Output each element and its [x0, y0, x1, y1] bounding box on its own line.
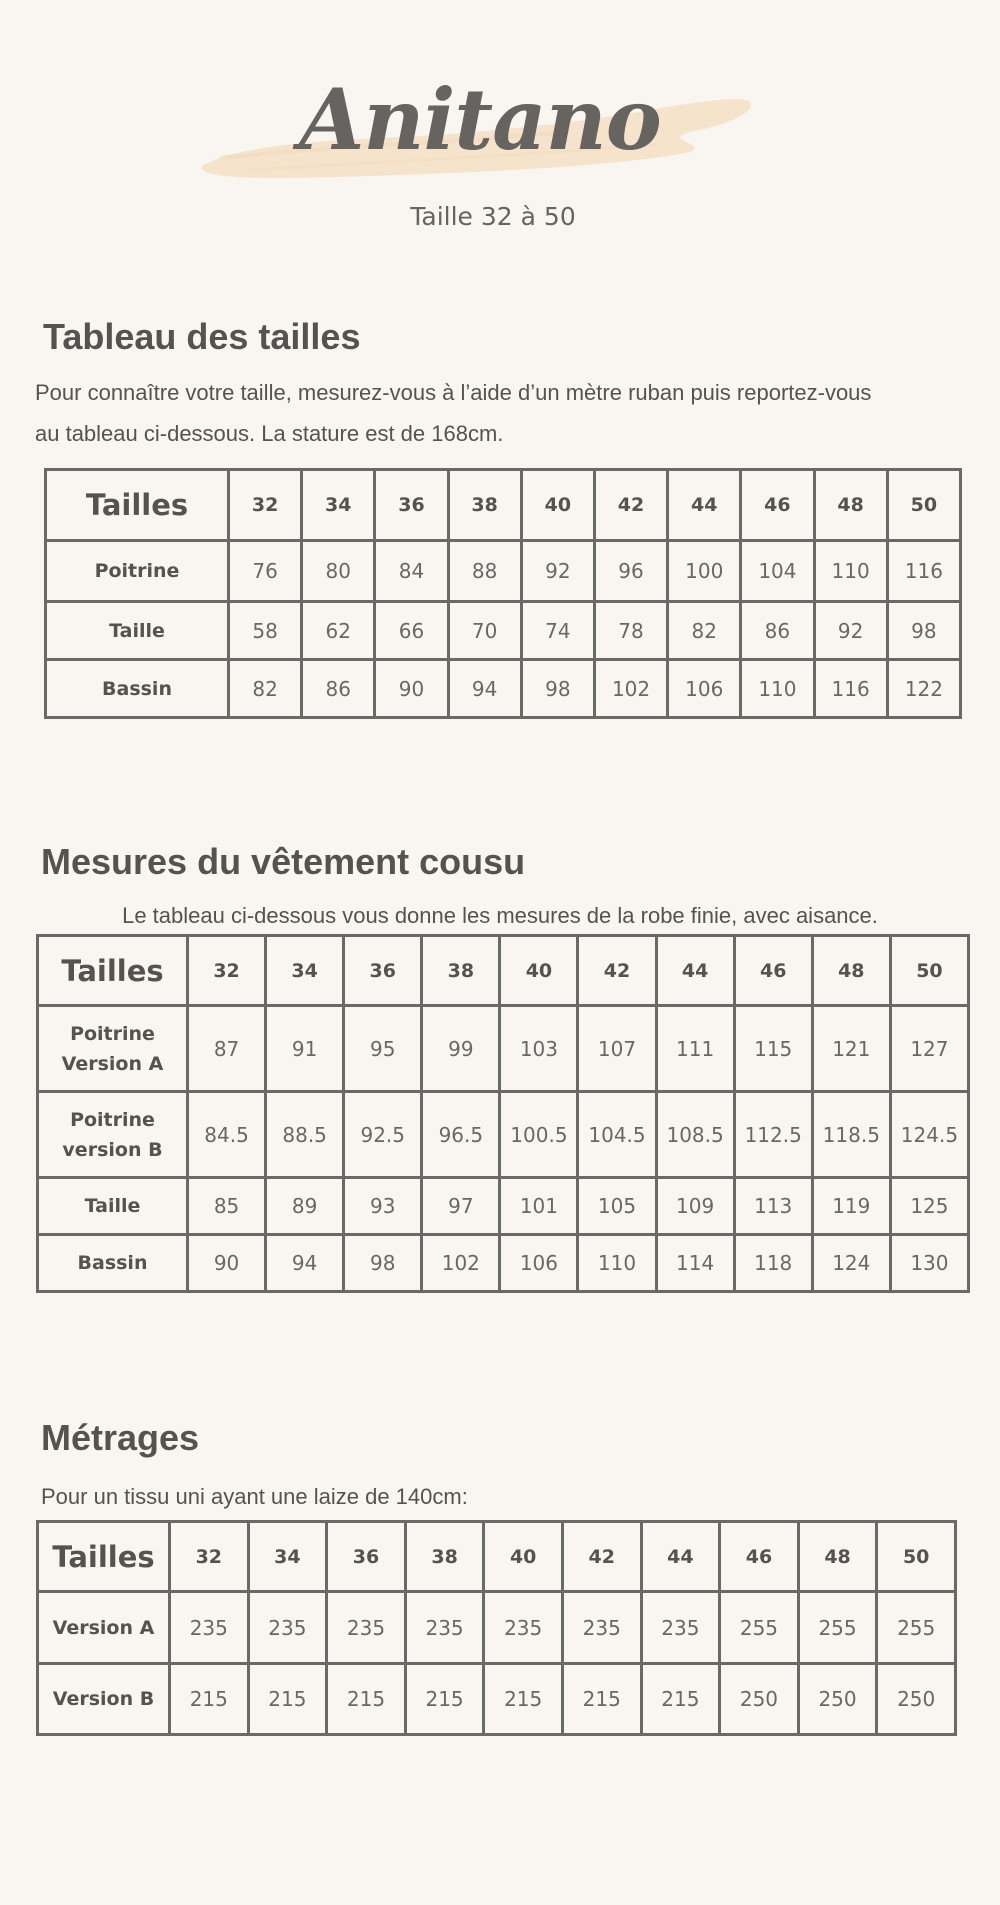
table-cell: 124: [812, 1235, 890, 1292]
size-header: 42: [562, 1522, 641, 1592]
size-header: 34: [266, 936, 344, 1006]
table-cell: 235: [562, 1592, 641, 1664]
table-cell: 110: [814, 541, 887, 602]
table-cell: 215: [405, 1664, 484, 1735]
brand-name: Anitano: [299, 70, 661, 169]
size-header: 36: [375, 470, 448, 541]
size-header: 50: [877, 1522, 956, 1592]
table-row: [38, 1092, 969, 1178]
table-cell: 215: [562, 1664, 641, 1735]
row-label-line-1: Poitrine: [70, 1108, 155, 1131]
table-header-row: [38, 1522, 956, 1592]
table-cell: 255: [798, 1592, 877, 1664]
size-header: 50: [887, 470, 960, 541]
size-header: 44: [656, 936, 734, 1006]
row-label: Poitrine: [46, 541, 229, 602]
table-cell: 102: [594, 660, 667, 718]
section-title-size-chart: Tableau des tailles: [43, 316, 361, 357]
row-label: [38, 1092, 188, 1178]
table-cell: 80: [302, 541, 375, 602]
table-cell: 130: [890, 1235, 968, 1292]
table-cell: 122: [887, 660, 960, 718]
table-cell: 98: [344, 1235, 422, 1292]
table-cell: 98: [887, 602, 960, 660]
column-header-label: Tailles: [38, 1522, 170, 1592]
table-cell: 66: [375, 602, 448, 660]
table-cell: 95: [344, 1006, 422, 1092]
row-label-line-2: version B: [62, 1138, 163, 1161]
size-header: 46: [720, 1522, 799, 1592]
size-header: 44: [641, 1522, 720, 1592]
size-header: 32: [170, 1522, 249, 1592]
table-cell: 108.5: [656, 1092, 734, 1178]
table-cell: 118.5: [812, 1092, 890, 1178]
table-cell: 119: [812, 1178, 890, 1235]
size-header: 38: [448, 470, 521, 541]
table-cell: 111: [656, 1006, 734, 1092]
size-header: 46: [734, 936, 812, 1006]
table-cell: 100: [668, 541, 741, 602]
size-header: 34: [302, 470, 375, 541]
row-label-line-1: Poitrine: [70, 1022, 155, 1045]
table-cell: 127: [890, 1006, 968, 1092]
table-cell: 104: [741, 541, 814, 602]
row-label: [38, 1006, 188, 1092]
table-cell: 235: [484, 1592, 563, 1664]
size-header: 36: [344, 936, 422, 1006]
table-cell: 121: [812, 1006, 890, 1092]
table-row: [38, 1006, 969, 1092]
table-row: [46, 660, 961, 718]
table-cell: 255: [720, 1592, 799, 1664]
intro-text-line-1: Pour connaître votre taille, mesurez-vous à l’aide d’un mètre ruban puis reportez-vous: [35, 380, 872, 405]
table-cell: 235: [405, 1592, 484, 1664]
size-header: 42: [594, 470, 667, 541]
table-cell: 215: [641, 1664, 720, 1735]
table-cell: 90: [188, 1235, 266, 1292]
table-cell: 87: [188, 1006, 266, 1092]
table-cell: 235: [248, 1592, 327, 1664]
table-cell: 93: [344, 1178, 422, 1235]
garment-measurements-table: [36, 934, 970, 1293]
table-cell: 215: [484, 1664, 563, 1735]
table-cell: 215: [170, 1664, 249, 1735]
table-cell: 115: [734, 1006, 812, 1092]
logo: [190, 62, 770, 192]
table-cell: 88: [448, 541, 521, 602]
table-cell: 98: [521, 660, 594, 718]
row-label: Bassin: [38, 1235, 188, 1292]
table-cell: 70: [448, 602, 521, 660]
table-cell: 62: [302, 602, 375, 660]
table-cell: 107: [578, 1006, 656, 1092]
table-cell: 91: [266, 1006, 344, 1092]
size-header: 48: [812, 936, 890, 1006]
fabric-yardage-table: [36, 1520, 957, 1736]
table-cell: 101: [500, 1178, 578, 1235]
table-header-row: [38, 936, 969, 1006]
size-header: 40: [500, 936, 578, 1006]
table-cell: 92.5: [344, 1092, 422, 1178]
size-header: 48: [798, 1522, 877, 1592]
table-cell: 76: [229, 541, 302, 602]
table-header-row: [46, 470, 961, 541]
table-row: [46, 602, 961, 660]
table-cell: 116: [814, 660, 887, 718]
table-cell: 78: [594, 602, 667, 660]
table-row: [38, 1664, 956, 1735]
row-label: Bassin: [46, 660, 229, 718]
row-label: Taille: [38, 1178, 188, 1235]
size-header: 40: [521, 470, 594, 541]
table-row: [46, 541, 961, 602]
table-cell: 112.5: [734, 1092, 812, 1178]
table-cell: 235: [170, 1592, 249, 1664]
table-cell: 103: [500, 1006, 578, 1092]
column-header-label: Tailles: [46, 470, 229, 541]
row-label: Taille: [46, 602, 229, 660]
table-cell: 125: [890, 1178, 968, 1235]
intro-text-line-2: au tableau ci-dessous. La stature est de 168cm.: [35, 421, 504, 446]
table-cell: 114: [656, 1235, 734, 1292]
table-cell: 94: [266, 1235, 344, 1292]
table-cell: 118: [734, 1235, 812, 1292]
table-cell: 109: [656, 1178, 734, 1235]
table-cell: 99: [422, 1006, 500, 1092]
table-cell: 90: [375, 660, 448, 718]
size-header: 44: [668, 470, 741, 541]
table-cell: 124.5: [890, 1092, 968, 1178]
table-cell: 106: [500, 1235, 578, 1292]
table-cell: 94: [448, 660, 521, 718]
table-cell: 58: [229, 602, 302, 660]
table-cell: 215: [327, 1664, 406, 1735]
table-cell: 92: [814, 602, 887, 660]
table-cell: 89: [266, 1178, 344, 1235]
table-cell: 82: [229, 660, 302, 718]
size-header: 46: [741, 470, 814, 541]
table-cell: 84: [375, 541, 448, 602]
table-cell: 96: [594, 541, 667, 602]
table-cell: 250: [877, 1664, 956, 1735]
table-cell: 100.5: [500, 1092, 578, 1178]
table-cell: 113: [734, 1178, 812, 1235]
table-cell: 86: [302, 660, 375, 718]
table-cell: 82: [668, 602, 741, 660]
row-label: Version A: [38, 1592, 170, 1664]
table-row: [38, 1592, 956, 1664]
column-header-label: Tailles: [38, 936, 188, 1006]
table-cell: 215: [248, 1664, 327, 1735]
table-cell: 250: [720, 1664, 799, 1735]
size-header: 36: [327, 1522, 406, 1592]
section-title-garment-measurements: Mesures du vêtement cousu: [41, 841, 526, 882]
size-chart-table: [44, 468, 962, 719]
table-row: [38, 1178, 969, 1235]
garment-intro-text: Le tableau ci-dessous vous donne les mesures de la robe finie, avec aisance.: [122, 903, 878, 928]
row-label: Version B: [38, 1664, 170, 1735]
fabric-intro-text: Pour un tissu uni ayant une laize de 140cm:: [41, 1484, 468, 1509]
size-header: 40: [484, 1522, 563, 1592]
table-cell: 86: [741, 602, 814, 660]
table-cell: 104.5: [578, 1092, 656, 1178]
size-header: 38: [405, 1522, 484, 1592]
table-cell: 97: [422, 1178, 500, 1235]
table-row: [38, 1235, 969, 1292]
size-header: 50: [890, 936, 968, 1006]
table-cell: 235: [327, 1592, 406, 1664]
size-header: 32: [229, 470, 302, 541]
row-label-line-2: Version A: [61, 1052, 164, 1075]
table-cell: 105: [578, 1178, 656, 1235]
table-cell: 102: [422, 1235, 500, 1292]
table-cell: 116: [887, 541, 960, 602]
size-range-subtitle: Taille 32 à 50: [410, 202, 576, 231]
size-header: 34: [248, 1522, 327, 1592]
table-cell: 84.5: [188, 1092, 266, 1178]
table-cell: 96.5: [422, 1092, 500, 1178]
table-cell: 88.5: [266, 1092, 344, 1178]
table-cell: 85: [188, 1178, 266, 1235]
size-header: 38: [422, 936, 500, 1006]
table-cell: 255: [877, 1592, 956, 1664]
size-header: 48: [814, 470, 887, 541]
section-title-fabric-yardage: Métrages: [41, 1417, 200, 1458]
table-cell: 235: [641, 1592, 720, 1664]
size-header: 42: [578, 936, 656, 1006]
table-cell: 110: [578, 1235, 656, 1292]
table-cell: 92: [521, 541, 594, 602]
size-header: 32: [188, 936, 266, 1006]
table-cell: 110: [741, 660, 814, 718]
table-cell: 106: [668, 660, 741, 718]
table-cell: 74: [521, 602, 594, 660]
table-cell: 250: [798, 1664, 877, 1735]
